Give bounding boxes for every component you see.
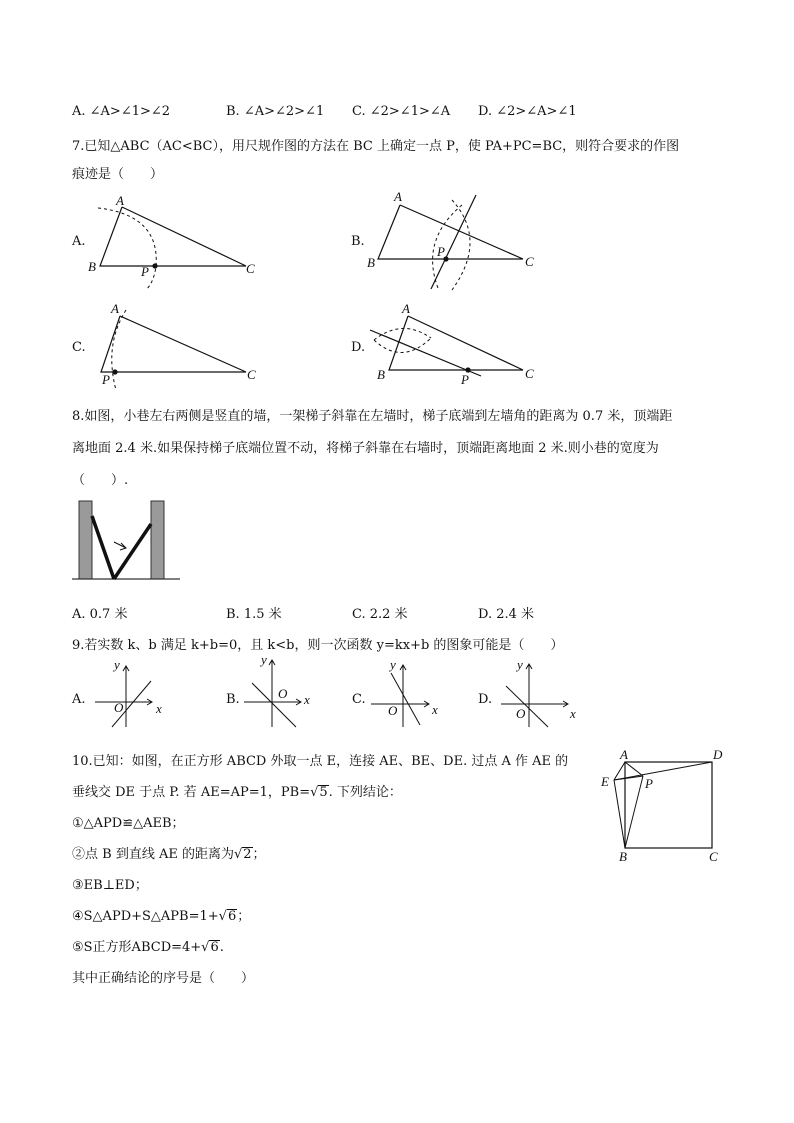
q7a-label-b: B [88, 259, 96, 274]
q6-option-c: C. ∠2>∠1>∠A [352, 104, 451, 119]
q7-stem-line1: 7.已知△ABC（AC<BC），用尺规作图的方法在 BC 上确定一点 P，使 PA+PC=BC，则符合要求的作图 [72, 139, 680, 154]
q10-line2-text: 垂线交 DE 于点 P. 若 AE=AP=1，PB= [72, 785, 311, 800]
q9d-o-label: O [516, 706, 526, 721]
q8-stem-line3: （ ）. [72, 473, 129, 488]
q10-label-e: E [601, 774, 609, 789]
q10-conclusion-5: ⑤S正方形ABCD=4+√6. [72, 940, 224, 955]
q7-option-b-label: B. [351, 234, 365, 249]
q8-option-d: D. 2.4 米 [478, 607, 535, 622]
q10-sqrt-5: √5 [310, 785, 328, 800]
q7a-label-a: A [116, 193, 124, 208]
q10-conclusion-1: ①△APD≌△AEB； [72, 816, 185, 831]
q9d-x-label: x [570, 706, 576, 721]
q10-label-a: A [620, 747, 628, 762]
q8-stem-line2: 离地面 2.4 米.如果保持梯子底端位置不动，将梯子斜靠在右墙时，顶端距离地面 2 米.则小巷的宽度为 [72, 441, 659, 456]
q8-option-b: B. 1.5 米 [226, 607, 282, 622]
q7b-label-c: C [525, 254, 534, 269]
q6-option-a: A. ∠A>∠1>∠2 [72, 104, 171, 119]
q8-option-c: C. 2.2 米 [352, 607, 408, 622]
q7-option-c-label: C. [72, 340, 86, 355]
q10-stem-line1: 10.已知：如图，在正方形 ABCD 外取一点 E，连接 AE、BE、DE. 过点 A 作 AE 的 [72, 754, 569, 769]
q9-stem: 9.若实数 k、b 满足 k+b=0，且 k<b，则一次函数 y=kx+b 的图象可能是（ ） [72, 638, 564, 653]
q10-question: 其中正确结论的序号是（ ） [72, 971, 255, 986]
q9c-y-label: y [390, 657, 396, 672]
q7d-label-a: A [402, 301, 410, 316]
q7d-label-c: C [525, 366, 534, 381]
q9-option-b-label: B. [226, 692, 240, 707]
q7a-label-c: C [246, 261, 255, 276]
q9d-y-label: y [517, 657, 523, 672]
q10-line2-tail: . 下列结论： [328, 785, 402, 800]
q9-option-c-label: C. [352, 692, 366, 707]
q10-conclusion-3: ③EB⊥ED； [72, 878, 148, 893]
q7c-label-p: P [102, 372, 110, 387]
q9c-o-label: O [388, 703, 398, 718]
q7a-label-p: P [141, 264, 149, 279]
q7c-label-c: C [247, 367, 256, 382]
q9-option-d-label: D. [478, 692, 493, 707]
q10-conclusion-2: ②点 B 到直线 AE 的距离为√2； [72, 847, 266, 862]
q7-option-a-label: A. [72, 234, 86, 249]
q7-stem-line2: 痕迹是（ ） [72, 167, 164, 182]
q8-stem-line1: 8.如图，小巷左右两侧是竖直的墙，一架梯子斜靠在左墙时，梯子底端到左墙角的距离为 0.7 米，顶端距 [72, 409, 673, 424]
q9a-x-label: x [156, 701, 162, 716]
q10-label-b: B [619, 849, 627, 864]
q6-option-b: B. ∠A>∠2>∠1 [226, 104, 325, 119]
q9b-o-label: O [278, 686, 288, 701]
q9a-y-label: y [114, 657, 120, 672]
q9a-o-label: O [114, 700, 124, 715]
q7b-label-b: B [367, 255, 375, 270]
q9b-x-label: x [304, 692, 310, 707]
q8-option-a: A. 0.7 米 [72, 607, 128, 622]
q7d-label-b: B [377, 367, 385, 382]
q7b-label-a: A [394, 189, 402, 204]
q6-option-d: D. ∠2>∠A>∠1 [478, 104, 577, 119]
q7-option-d-label: D. [351, 340, 366, 355]
q7b-label-p: P [437, 244, 445, 259]
q10-label-d: D [713, 747, 723, 762]
q7c-label-a: A [111, 301, 119, 316]
q10-label-c: C [709, 849, 718, 864]
q10-label-p: P [645, 776, 653, 791]
q9-option-a-label: A. [72, 692, 86, 707]
q9b-y-label: y [261, 652, 267, 667]
q10-conclusion-4: ④S△APD+S△APB=1+√6； [72, 909, 251, 924]
q7d-label-p: P [461, 372, 469, 387]
q9c-x-label: x [432, 702, 438, 717]
